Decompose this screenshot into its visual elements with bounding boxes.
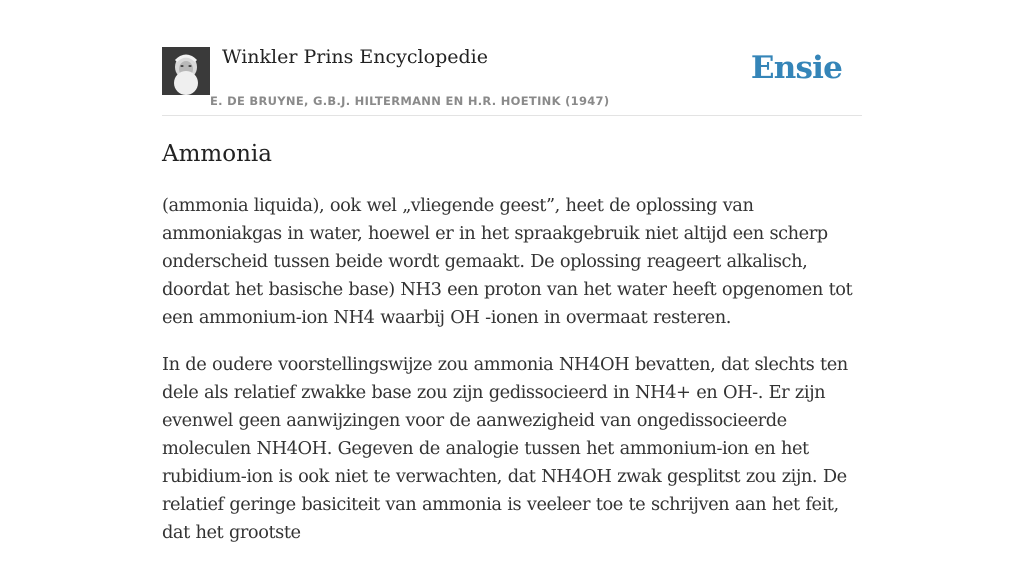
article-paragraph: In de oudere voorstellingswijze zou ammonia NH4OH bevatten, dat slechts ten dele als relatief zwakke base zou zijn gedissocieerd in NH4+ en OH-. Er zijn evenwel geen aanwijzingen voor de aanwezigheid van ongedissocieerde moleculen NH4OH. Gegeven de analogie tussen het ammonium-ion en het rubidium-ion is ook niet te verwachten, dat NH4OH zwak gesplitst zou zijn. De relatief geringe basiciteit van ammonia is veeleer toe te schrijven aan het feit, dat het grootste bbox=[162, 354, 848, 543]
article-title: Ammonia bbox=[162, 141, 272, 167]
article-paragraph: (ammonia liquida), ook wel „vliegende geest”, heet de oplossing van ammoniakgas in water, hoewel er in het spraakgebruik niet altijd een scherp onderscheid tussen beide wordt gemaakt. De oplossing reageert alkalisch, doordat het basische base) NH3 een proton van het water heeft opgenomen tot een ammonium-ion NH4 waarbij OH -ionen in overmaat resteren. bbox=[162, 195, 853, 328]
book-title[interactable]: Winkler Prins Encyclopedie bbox=[222, 46, 488, 68]
article-body bbox=[162, 192, 862, 566]
author-portrait-icon[interactable] bbox=[162, 47, 210, 95]
article-header bbox=[162, 0, 862, 116]
book-authors: E. DE BRUYNE, G.B.J. HILTERMANN EN H.R. HOETINK (1947) bbox=[210, 94, 610, 108]
brand-logo[interactable]: Ensie bbox=[750, 50, 842, 86]
article-container bbox=[162, 0, 862, 543]
